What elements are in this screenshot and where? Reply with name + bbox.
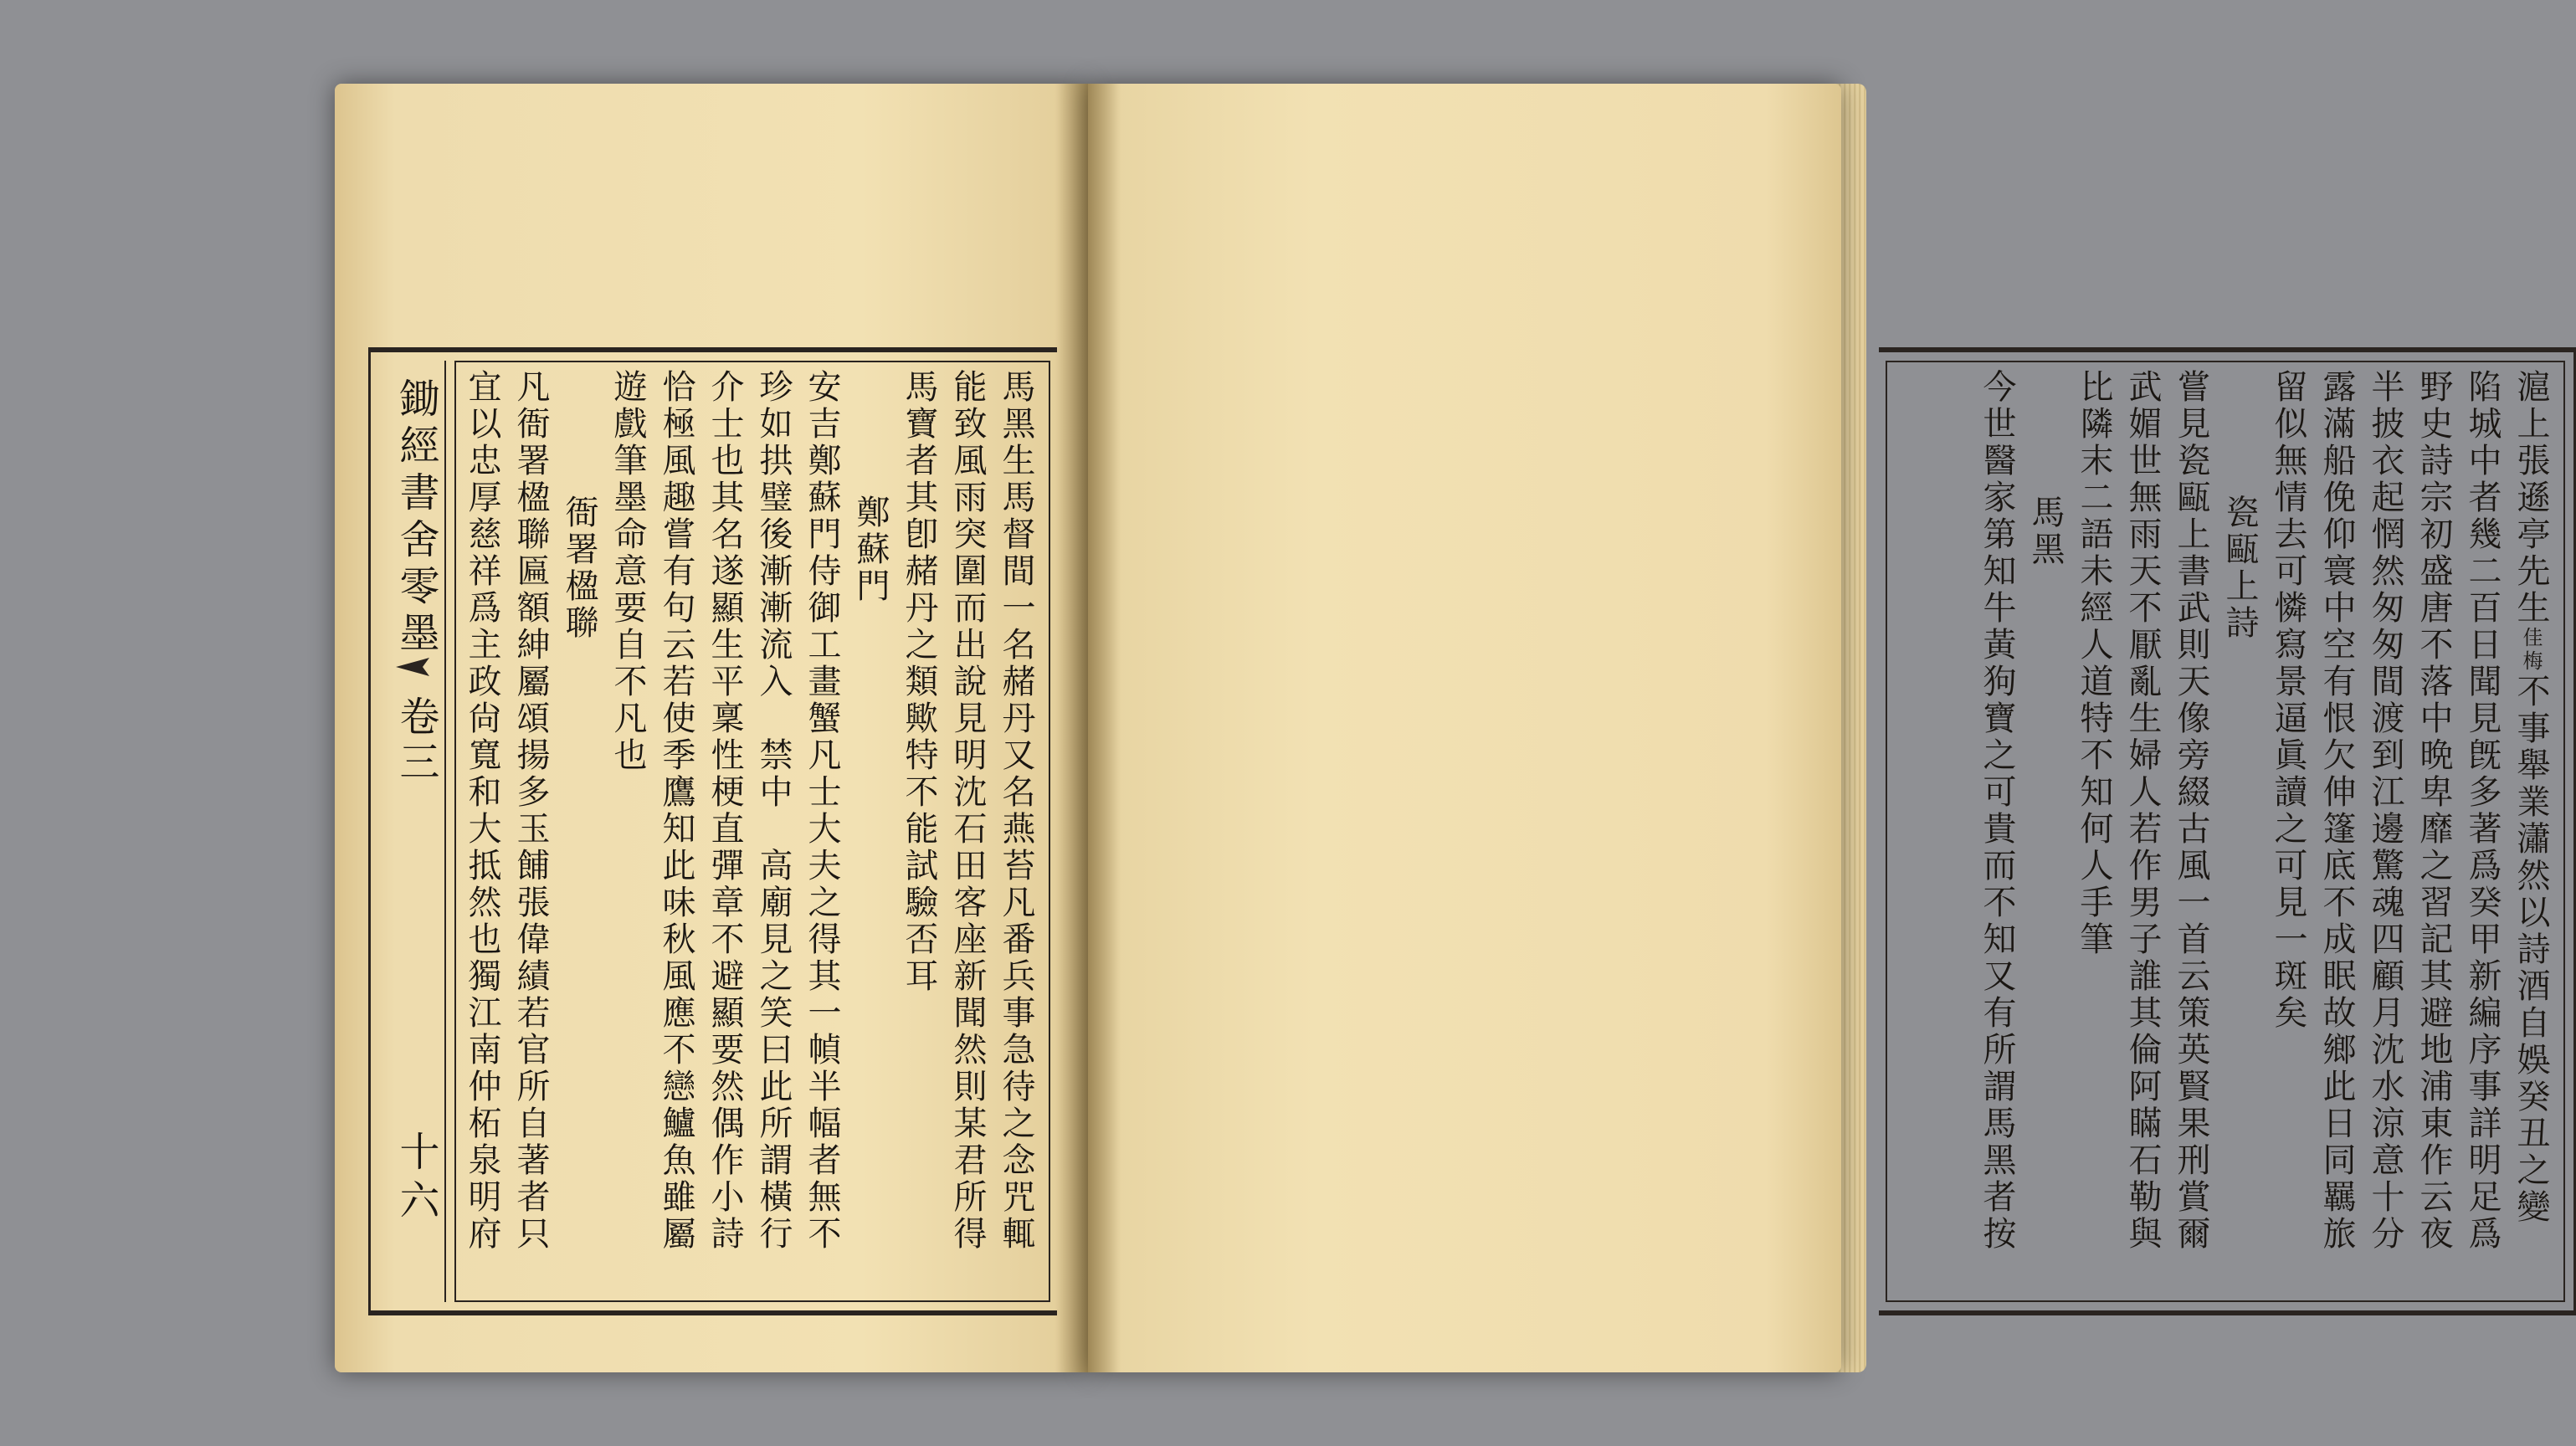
text-column: 恰極風趣嘗有句云若使季鷹知此味秋風應不戀鱸魚雖屬	[657, 369, 695, 1253]
text-column: 今世醫家第知牛黃狗寶之可貴而不知又有所謂馬黑者按	[1978, 369, 2016, 1253]
open-book	[335, 84, 2550, 1372]
fish-tail-mark-icon	[396, 658, 429, 676]
right-text-block	[1896, 369, 2555, 1294]
left-page-frame	[368, 347, 1057, 1315]
left-text-frame	[454, 361, 1050, 1302]
text-column: 武媚世無雨天不厭亂生婦人若作男子誰其倫阿瞞石勒與	[2123, 369, 2162, 1253]
text-column: 凡衙署楹聯匾額紳屬頌揚多玉餔張偉績若官所自著者只	[511, 369, 550, 1253]
margin-divider	[444, 361, 446, 1302]
text-column: 比隣末二語未經人道特不知何人手筆	[2075, 369, 2113, 958]
text-segment: 滬上張遜亭先生	[2512, 369, 2550, 627]
page-number: 十六	[393, 1131, 439, 1228]
left-text-block	[464, 369, 1040, 1294]
section-heading: 瓷甌上詩	[2220, 495, 2259, 642]
text-column: 遊戲筆墨命意要自不凡也	[608, 369, 647, 774]
text-column: 露滿船俛仰寰中空有恨欠伸篷底不成眠故鄉此日同羈旅	[2317, 369, 2356, 1253]
inline-note: 佳梅	[2519, 627, 2543, 674]
text-column: 介士也其名遂顯生平稟性梗直彈章不避顯要然偶作小詩	[706, 369, 744, 1253]
text-column: 珍如拱璧後漸漸流入 禁中 高廟見之笑曰此所謂橫行	[754, 369, 793, 1253]
text-segment: 不事舉業瀟然以詩酒自娛癸丑之變	[2512, 674, 2550, 1226]
text-column: 安吉鄭蘇門侍御工畫蟹凡士大夫之得其一幀半幅者無不	[803, 369, 841, 1253]
right-page	[1088, 84, 2550, 1372]
left-page	[335, 84, 1088, 1372]
book-title: 鋤經書舍零墨	[393, 377, 439, 659]
text-column: 宜以忠厚慈祥爲主政尙寬和大抵然也獨江南仲柘泉明府	[463, 369, 501, 1253]
text-column: 野史詩宗初盛唐不落中晩卑靡之習記其避地浦東作云夜	[2414, 369, 2453, 1253]
right-text-frame	[1886, 361, 2565, 1302]
text-column: 馬寶者其卽赭丹之類歟特不能試驗否耳	[900, 369, 938, 995]
section-heading: 馬黑	[2026, 495, 2065, 568]
text-column: 半披衣起惘然匆匆間渡到江邊驚魂四顧月沈水涼意十分	[2366, 369, 2404, 1253]
section-heading: 鄭蘇門	[851, 495, 890, 605]
right-page-frame	[1879, 347, 2576, 1315]
text-column: 嘗見瓷甌上書武則天像旁綴古風一首云策英賢果刑賞爾	[2172, 369, 2210, 1253]
volume-label: 卷三	[393, 695, 439, 786]
text-column: 能致風雨突圍而出說見明沈石田客座新聞然則某君所得	[948, 369, 987, 1253]
text-column: 馬黑生馬督間一名赭丹又名燕苔凡番兵事急待之念咒輒	[997, 369, 1035, 1253]
section-heading: 衙署楹聯	[560, 495, 598, 642]
text-column: 留似無情去可憐寫景逼眞讀之可見一斑矣	[2269, 369, 2307, 1032]
margin-column	[379, 361, 446, 1302]
text-column	[2507, 369, 2555, 1294]
text-column: 陷城中者幾二百日聞見旣多著爲癸甲新編序事詳明足爲	[2463, 369, 2502, 1253]
